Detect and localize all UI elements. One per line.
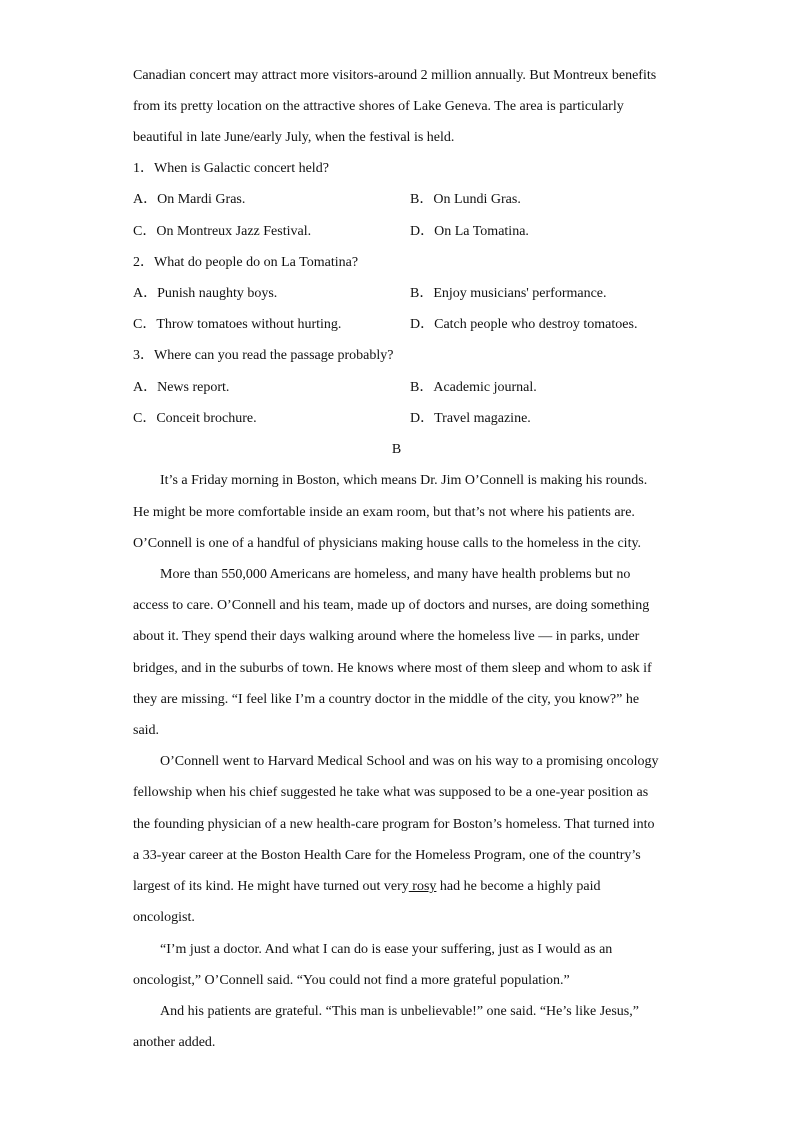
passage-p2-line-1: More than 550,000 Americans are homeless, and many have health problems but no [160,567,631,582]
question-3-option-d: D．Travel magazine. [410,411,531,426]
question-1-option-d: D．On La Tomatina. [410,224,529,239]
question-2-option-a: A．Punish naughty boys. [133,286,278,301]
section-heading: B [391,442,402,457]
passage-p3-line-1: O’Connell went to Harvard Medical School and was on his way to a promising oncology [160,754,659,769]
question-3-option-c: C．Conceit brochure. [133,411,257,426]
question-3-option-b: B．Academic journal. [410,380,537,395]
passage-p2-line-5: they are missing. “I feel like I’m a country doctor in the middle of the city, you know?” he [133,692,640,707]
passage-p3-line-2: fellowship when his chief suggested he take what was supposed to be a one-year position as [133,785,649,800]
passage-p3-line-4: a 33-year career at the Boston Health Care for the Homeless Program, one of the country’s [133,848,641,863]
passage-p2-line-3: about it. They spend their days walking around where the homeless live — in parks, under [133,629,640,644]
question-2-option-d: D．Catch people who destroy tomatoes. [410,317,638,332]
intro-line-3: beautiful in late June/early July, when the festival is held. [133,130,455,145]
passage-p4-line-1: “I’m just a doctor. And what I can do is ease your suffering, just as I would as an [160,942,613,957]
passage-p5-line-2: another added. [133,1035,216,1050]
passage-p3-line-5-before: largest of its kind. He might have turned out very [133,879,409,894]
passage-p3-line-5-after: had he become a highly paid [436,879,601,894]
question-1-stem: 1．When is Galactic concert held? [133,161,329,176]
passage-p2-line-6: said. [133,723,160,738]
passage-p4-line-2: oncologist,” O’Connell said. “You could not find a more grateful population.” [133,973,570,988]
passage-p1-line-3: O’Connell is one of a handful of physicians making house calls to the homeless in the city. [133,536,642,551]
passage-p3-line-6: oncologist. [133,910,195,925]
question-1-option-a: A．On Mardi Gras. [133,192,246,207]
intro-line-2: from its pretty location on the attractive shores of Lake Geneva. The area is particularly [133,99,624,114]
question-2-option-c: C．Throw tomatoes without hurting. [133,317,342,332]
question-1-option-c: C．On Montreux Jazz Festival. [133,224,312,239]
question-1-option-b: B．On Lundi Gras. [410,192,521,207]
passage-p1-line-1: It’s a Friday morning in Boston, which means Dr. Jim O’Connell is making his rounds. [160,473,648,488]
underlined-word-rosy: rosy [408,879,437,894]
question-3-stem: 3．Where can you read the passage probably? [133,348,394,363]
question-2-stem: 2．What do people do on La Tomatina? [133,255,359,270]
passage-p1-line-2: He might be more comfortable inside an exam room, but that’s not where his patients are. [133,505,635,520]
passage-p3-line-5 [133,878,600,896]
question-3-option-a: A．News report. [133,380,230,395]
passage-p5-line-1: And his patients are grateful. “This man is unbelievable!” one said. “He’s like Jesus,” [160,1004,639,1019]
passage-p3-line-3: the founding physician of a new health-care program for Boston’s homeless. That turned into [133,817,655,832]
passage-p2-line-2: access to care. O’Connell and his team, made up of doctors and nurses, are doing something [133,598,650,613]
intro-line-1: Canadian concert may attract more visitors-around 2 million annually. But Montreux benefits [133,68,657,83]
question-2-option-b: B．Enjoy musicians' performance. [410,286,607,301]
passage-p2-line-4: bridges, and in the suburbs of town. He knows where most of them sleep and whom to ask if [133,661,652,676]
